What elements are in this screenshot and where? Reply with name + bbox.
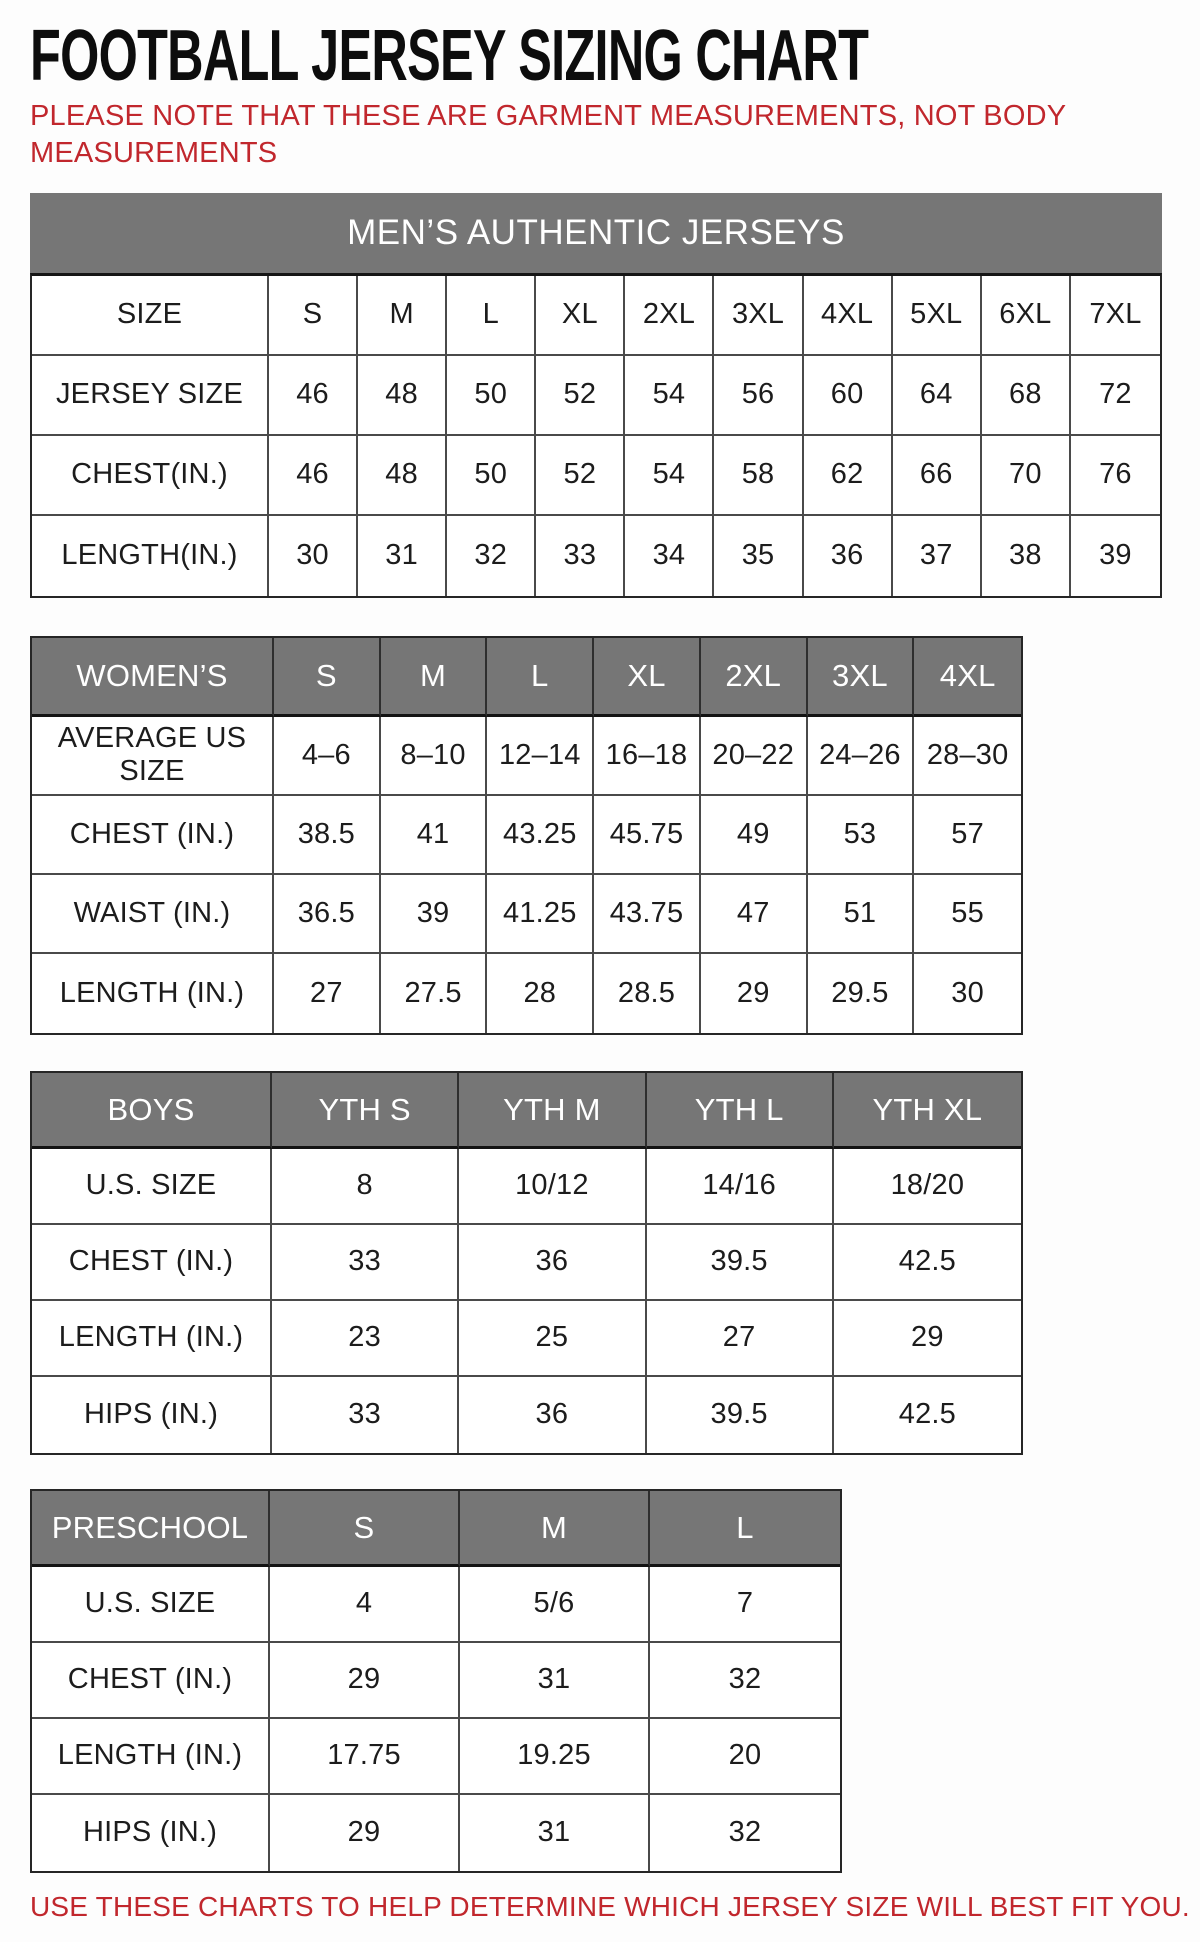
table-cell: 32: [447, 516, 536, 596]
table-cell: 34: [625, 516, 714, 596]
table-cell: 38: [982, 516, 1071, 596]
table-cell: 54: [625, 436, 714, 516]
table-cell: 5XL: [893, 276, 982, 356]
table-cell: 39: [1099, 539, 1132, 572]
table-cell: 12–14: [487, 717, 594, 796]
table-cell: 19.25: [460, 1719, 650, 1795]
table-cell: 10/12: [459, 1149, 646, 1225]
table-cell: 18/20: [834, 1149, 1021, 1225]
row-label: HIPS (IN.): [32, 1377, 272, 1453]
note-line-1: PLEASE NOTE THAT THESE ARE GARMENT MEASUREMENTS, NOT BODY: [30, 100, 1067, 133]
row-label: CHEST (IN.): [32, 1643, 270, 1719]
header-cell: 3XL: [808, 638, 915, 717]
table-cell: 60: [804, 356, 893, 436]
table-cell: 47: [701, 875, 808, 954]
table-cell: 31: [358, 516, 447, 596]
table-cell: 7: [650, 1567, 840, 1643]
header-cell: YTH M: [459, 1073, 646, 1149]
table-cell: 27.5: [381, 954, 488, 1033]
garment-measurements-note: [30, 98, 1150, 171]
table-cell: 14/16: [647, 1149, 834, 1225]
table-cell: 7XL: [1071, 276, 1160, 356]
table-cell: 46: [269, 356, 358, 436]
table-cell: 35: [714, 516, 803, 596]
table-cell: 6XL: [982, 276, 1071, 356]
header-cell: M: [460, 1491, 650, 1567]
row-label: LENGTH (IN.): [32, 1301, 272, 1377]
table-cell: 50: [447, 356, 536, 436]
header-cell: YTH L: [647, 1073, 834, 1149]
table-cell: 30: [951, 976, 984, 1009]
row-label: AVERAGE US SIZE: [32, 717, 274, 796]
table-cell: 33: [536, 516, 625, 596]
table-cell: 56: [714, 356, 803, 436]
table-cell: 24–26: [808, 717, 915, 796]
header-cell: XL: [594, 638, 701, 717]
table-cell: 23: [272, 1301, 459, 1377]
table-cell: 30: [269, 516, 358, 596]
page-title: FOOTBALL JERSEY SIZING CHART: [30, 16, 869, 96]
table-cell: 48: [358, 356, 447, 436]
row-label: LENGTH(IN.): [32, 516, 269, 596]
table-cell: 36: [459, 1225, 646, 1301]
row-label: LENGTH (IN.): [32, 954, 274, 1033]
mens-table-banner: MEN’S AUTHENTIC JERSEYS: [30, 193, 1162, 273]
table-cell: 36: [804, 516, 893, 596]
table-cell: 42.5: [834, 1225, 1021, 1301]
table-cell: 4–6: [274, 717, 381, 796]
table-cell: M: [358, 276, 447, 356]
table-cell: 2XL: [625, 276, 714, 356]
header-cell: 2XL: [701, 638, 808, 717]
row-label: WAIST (IN.): [32, 875, 274, 954]
table-cell: 37: [893, 516, 982, 596]
header-cell: L: [487, 638, 594, 717]
table-cell: 45.75: [594, 796, 701, 875]
table-cell: 57: [914, 796, 1021, 875]
header-cell: S: [274, 638, 381, 717]
table-cell: S: [269, 276, 358, 356]
row-label: U.S. SIZE: [32, 1149, 272, 1225]
row-label: LENGTH (IN.): [32, 1719, 270, 1795]
row-label: CHEST (IN.): [32, 796, 274, 875]
table-cell: 51: [808, 875, 915, 954]
table-cell: 28: [487, 954, 594, 1033]
header-cell: 4XL: [914, 638, 1021, 717]
mens-table: [30, 273, 1162, 598]
table-cell: 29: [270, 1795, 460, 1871]
header-cell: YTH S: [272, 1073, 459, 1149]
table-cell: 39.5: [647, 1377, 834, 1453]
table-cell: 43.75: [594, 875, 701, 954]
table-cell: 29: [270, 1643, 460, 1719]
table-cell: 53: [808, 796, 915, 875]
table-cell: 72: [1071, 356, 1160, 436]
table-cell: 46: [269, 436, 358, 516]
fit-advice-note: USE THESE CHARTS TO HELP DETERMINE WHICH JERSEY SIZE WILL BEST FIT YOU.: [30, 1890, 1190, 1922]
table-cell: 50: [447, 436, 536, 516]
table-cell: XL: [536, 276, 625, 356]
row-label: CHEST (IN.): [32, 1225, 272, 1301]
table-cell: 76: [1071, 436, 1160, 516]
table-cell: 29: [701, 954, 808, 1033]
table-cell: 55: [914, 875, 1021, 954]
row-label: U.S. SIZE: [32, 1567, 270, 1643]
header-cell: M: [381, 638, 488, 717]
row-label: JERSEY SIZE: [32, 356, 269, 436]
table-cell: 31: [460, 1795, 650, 1871]
header-cell: BOYS: [32, 1073, 272, 1149]
table-cell: 64: [893, 356, 982, 436]
table-cell: 48: [358, 436, 447, 516]
table-cell: 38.5: [274, 796, 381, 875]
table-cell: 20–22: [701, 717, 808, 796]
table-cell: 33: [272, 1225, 459, 1301]
table-cell: 39.5: [647, 1225, 834, 1301]
table-cell: 28–30: [914, 717, 1021, 796]
table-cell: 27: [274, 954, 381, 1033]
table-cell: 25: [459, 1301, 646, 1377]
table-cell: L: [447, 276, 536, 356]
table-cell: 36.5: [274, 875, 381, 954]
table-cell: 62: [804, 436, 893, 516]
table-cell: 32: [650, 1643, 840, 1719]
table-cell: 41: [381, 796, 488, 875]
table-cell: 42.5: [898, 1398, 956, 1431]
table-cell: 36: [459, 1377, 646, 1453]
table-cell: 32: [728, 1816, 762, 1849]
header-cell: L: [650, 1491, 840, 1567]
row-label: CHEST(IN.): [32, 436, 269, 516]
table-cell: 27: [647, 1301, 834, 1377]
table-cell: 16–18: [594, 717, 701, 796]
table-cell: 8: [272, 1149, 459, 1225]
table-cell: 52: [536, 436, 625, 516]
table-cell: 33: [272, 1377, 459, 1453]
header-cell: YTH XL: [834, 1073, 1021, 1149]
table-cell: 4XL: [804, 276, 893, 356]
table-cell: 4: [270, 1567, 460, 1643]
table-cell: 58: [714, 436, 803, 516]
table-cell: 52: [536, 356, 625, 436]
header-cell: PRESCHOOL: [32, 1491, 270, 1567]
table-cell: 8–10: [381, 717, 488, 796]
row-label: SIZE: [32, 276, 269, 356]
preschool-table: [30, 1489, 842, 1873]
table-cell: 68: [982, 356, 1071, 436]
table-cell: 28.5: [594, 954, 701, 1033]
note-line-2: MEASUREMENTS: [30, 136, 278, 169]
boys-table: [30, 1071, 1023, 1455]
header-cell: S: [270, 1491, 460, 1567]
table-cell: 5/6: [460, 1567, 650, 1643]
table-cell: 49: [701, 796, 808, 875]
header-cell: WOMEN’S: [32, 638, 274, 717]
table-cell: 20: [650, 1719, 840, 1795]
womens-table: [30, 636, 1023, 1035]
table-cell: 39: [381, 875, 488, 954]
table-cell: 66: [893, 436, 982, 516]
table-cell: 70: [982, 436, 1071, 516]
row-label: HIPS (IN.): [32, 1795, 270, 1871]
table-cell: 29: [834, 1301, 1021, 1377]
table-cell: 41.25: [487, 875, 594, 954]
table-cell: 3XL: [714, 276, 803, 356]
table-cell: 54: [625, 356, 714, 436]
table-cell: 17.75: [270, 1719, 460, 1795]
table-cell: 31: [460, 1643, 650, 1719]
table-cell: 43.25: [487, 796, 594, 875]
table-cell: 29.5: [808, 954, 915, 1033]
